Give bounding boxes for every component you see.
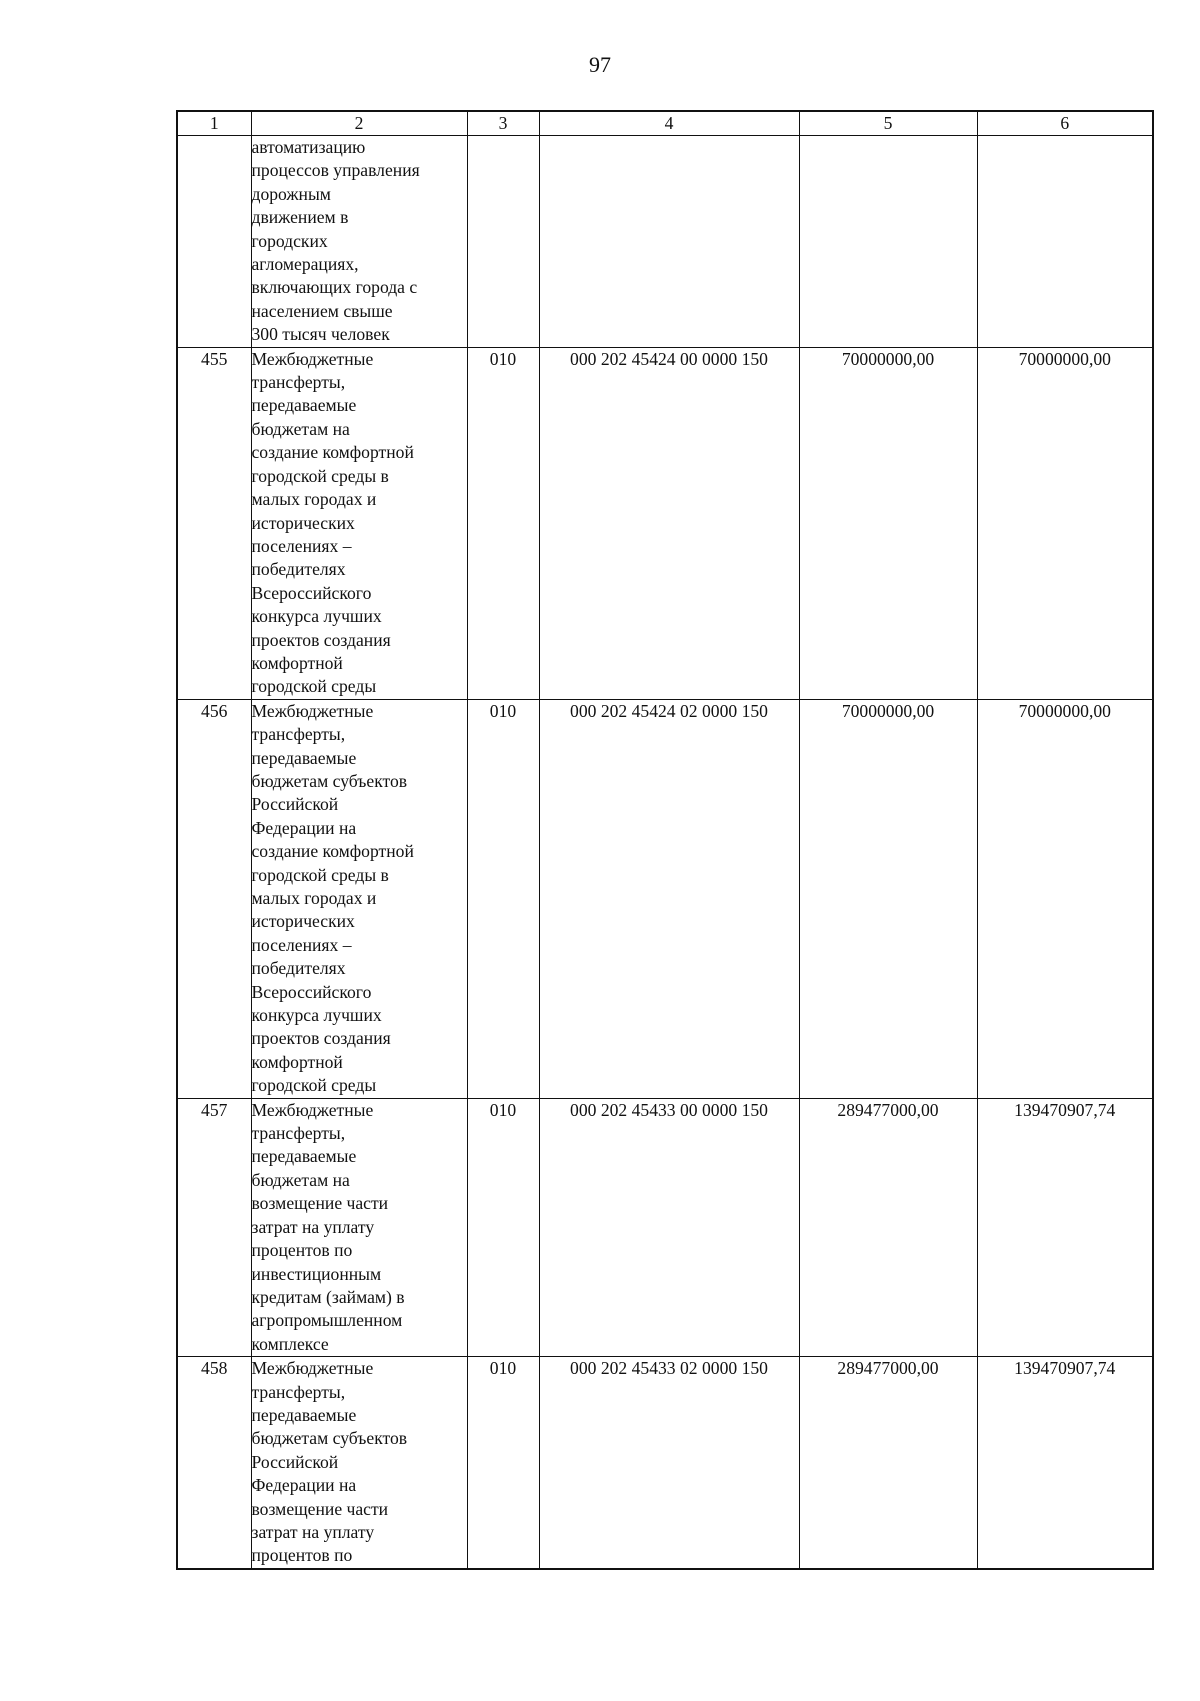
description-line: победителях <box>251 958 346 979</box>
description-line: трансферты, <box>251 1123 346 1144</box>
row-budget-classification-code: 000 202 45433 00 0000 150 <box>539 1098 799 1356</box>
description-line: трансферты, <box>251 1381 346 1402</box>
description-line: бюджетам на <box>251 1169 350 1190</box>
description-line: проектов создания <box>251 629 391 650</box>
row-number: 457 <box>177 1098 251 1356</box>
description-line: передаваемые <box>251 1404 357 1425</box>
table-row <box>177 1357 1153 1569</box>
description-line: малых городах и <box>251 489 377 510</box>
table-row-continuation <box>177 136 1153 348</box>
row-amount-plan: 70000000,00 <box>799 347 977 699</box>
description-line: передаваемые <box>251 747 357 768</box>
description-line: Российской <box>251 1451 339 1472</box>
row-description <box>251 1098 467 1356</box>
description-line: комфортной <box>251 652 343 673</box>
row-budget-classification-code <box>539 136 799 348</box>
description-line: бюджетам на <box>251 418 350 439</box>
description-line: Российской <box>251 794 339 815</box>
row-budget-classification-code: 000 202 45424 02 0000 150 <box>539 699 799 1098</box>
column-header-4: 4 <box>539 111 799 136</box>
row-description <box>251 1357 467 1569</box>
description-line: городской среды <box>251 1075 377 1096</box>
row-code: 010 <box>467 1098 539 1356</box>
description-line: дорожным <box>251 183 331 204</box>
description-line: Межбюджетные <box>251 1358 374 1379</box>
description-line: победителях <box>251 559 346 580</box>
description-line: Межбюджетные <box>251 700 374 721</box>
column-header-3: 3 <box>467 111 539 136</box>
column-header-2: 2 <box>251 111 467 136</box>
row-budget-classification-code: 000 202 45424 00 0000 150 <box>539 347 799 699</box>
row-code: 010 <box>467 347 539 699</box>
row-description <box>251 347 467 699</box>
description-line: Всероссийского <box>251 981 372 1002</box>
description-line: городской среды в <box>251 864 389 885</box>
row-amount-plan: 70000000,00 <box>799 699 977 1098</box>
row-budget-classification-code: 000 202 45433 02 0000 150 <box>539 1357 799 1569</box>
description-line: поселениях – <box>251 934 352 955</box>
row-amount-fact: 70000000,00 <box>977 699 1153 1098</box>
row-amount-fact: 70000000,00 <box>977 347 1153 699</box>
row-amount-fact <box>977 136 1153 348</box>
description-line: включающих города с <box>251 277 418 298</box>
description-line: комфортной <box>251 1051 343 1072</box>
description-line: агропромышленном <box>251 1310 403 1331</box>
description-line: агломерациях, <box>251 254 359 275</box>
row-number <box>177 136 251 348</box>
description-line: Межбюджетные <box>251 1099 374 1120</box>
description-line: комплексе <box>251 1333 329 1354</box>
description-line: Всероссийского <box>251 582 372 603</box>
description-line: процентов по <box>251 1545 353 1566</box>
description-line: конкурса лучших <box>251 1005 382 1026</box>
row-amount-plan: 289477000,00 <box>799 1357 977 1569</box>
description-line: трансферты, <box>251 724 346 745</box>
description-line: Федерации на <box>251 817 357 838</box>
column-header-5: 5 <box>799 111 977 136</box>
description-line: городской среды <box>251 676 377 697</box>
description-line: 300 тысяч человек <box>251 324 390 345</box>
row-amount-plan <box>799 136 977 348</box>
row-code: 010 <box>467 699 539 1098</box>
description-line: малых городах и <box>251 888 377 908</box>
description-line: затрат на уплату <box>251 1216 375 1237</box>
row-code <box>467 136 539 348</box>
page-number: 97 <box>589 52 611 77</box>
description-line: возмещение части <box>251 1193 389 1214</box>
description-line: движением в <box>251 207 349 228</box>
row-amount-plan: 289477000,00 <box>799 1098 977 1356</box>
description-line: Межбюджетные <box>251 348 374 369</box>
description-line: создание комфортной <box>251 841 414 862</box>
description-line: конкурса лучших <box>251 606 382 627</box>
description-line: бюджетам субъектов <box>251 770 408 791</box>
description-line: бюджетам субъектов <box>251 1428 408 1449</box>
description-line: трансферты, <box>251 372 346 393</box>
table-row <box>177 699 1153 1098</box>
row-number: 455 <box>177 347 251 699</box>
row-number: 456 <box>177 699 251 1098</box>
description-line: поселениях – <box>251 535 352 556</box>
description-line: создание комфортной <box>251 442 414 463</box>
table-row <box>177 347 1153 699</box>
header-row <box>177 111 1153 136</box>
description-line: затрат на уплату <box>251 1521 375 1542</box>
row-amount-fact: 139470907,74 <box>977 1098 1153 1356</box>
description-line: исторических <box>251 512 355 533</box>
table-row <box>177 1098 1153 1356</box>
description-line: Федерации на <box>251 1475 357 1496</box>
row-code: 010 <box>467 1357 539 1569</box>
description-line: городской среды в <box>251 465 389 486</box>
column-header-6: 6 <box>977 111 1153 136</box>
description-line: инвестиционным <box>251 1263 382 1284</box>
budget-table <box>176 110 1154 1570</box>
description-line: возмещение части <box>251 1498 389 1519</box>
description-line: кредитам (займам) в <box>251 1286 405 1307</box>
row-number: 458 <box>177 1357 251 1569</box>
row-description <box>251 699 467 1098</box>
description-line: исторических <box>251 911 355 932</box>
row-description <box>251 136 467 348</box>
column-header-1: 1 <box>177 111 251 136</box>
description-line: населением свыше <box>251 300 393 321</box>
row-amount-fact: 139470907,74 <box>977 1357 1153 1569</box>
description-line: передаваемые <box>251 1146 357 1167</box>
description-line: автоматизацию <box>251 137 366 157</box>
description-line: городских <box>251 230 328 251</box>
description-line: проектов создания <box>251 1028 391 1049</box>
description-line: процессов управления <box>251 160 420 181</box>
description-line: процентов по <box>251 1240 353 1261</box>
description-line: передаваемые <box>251 395 357 416</box>
